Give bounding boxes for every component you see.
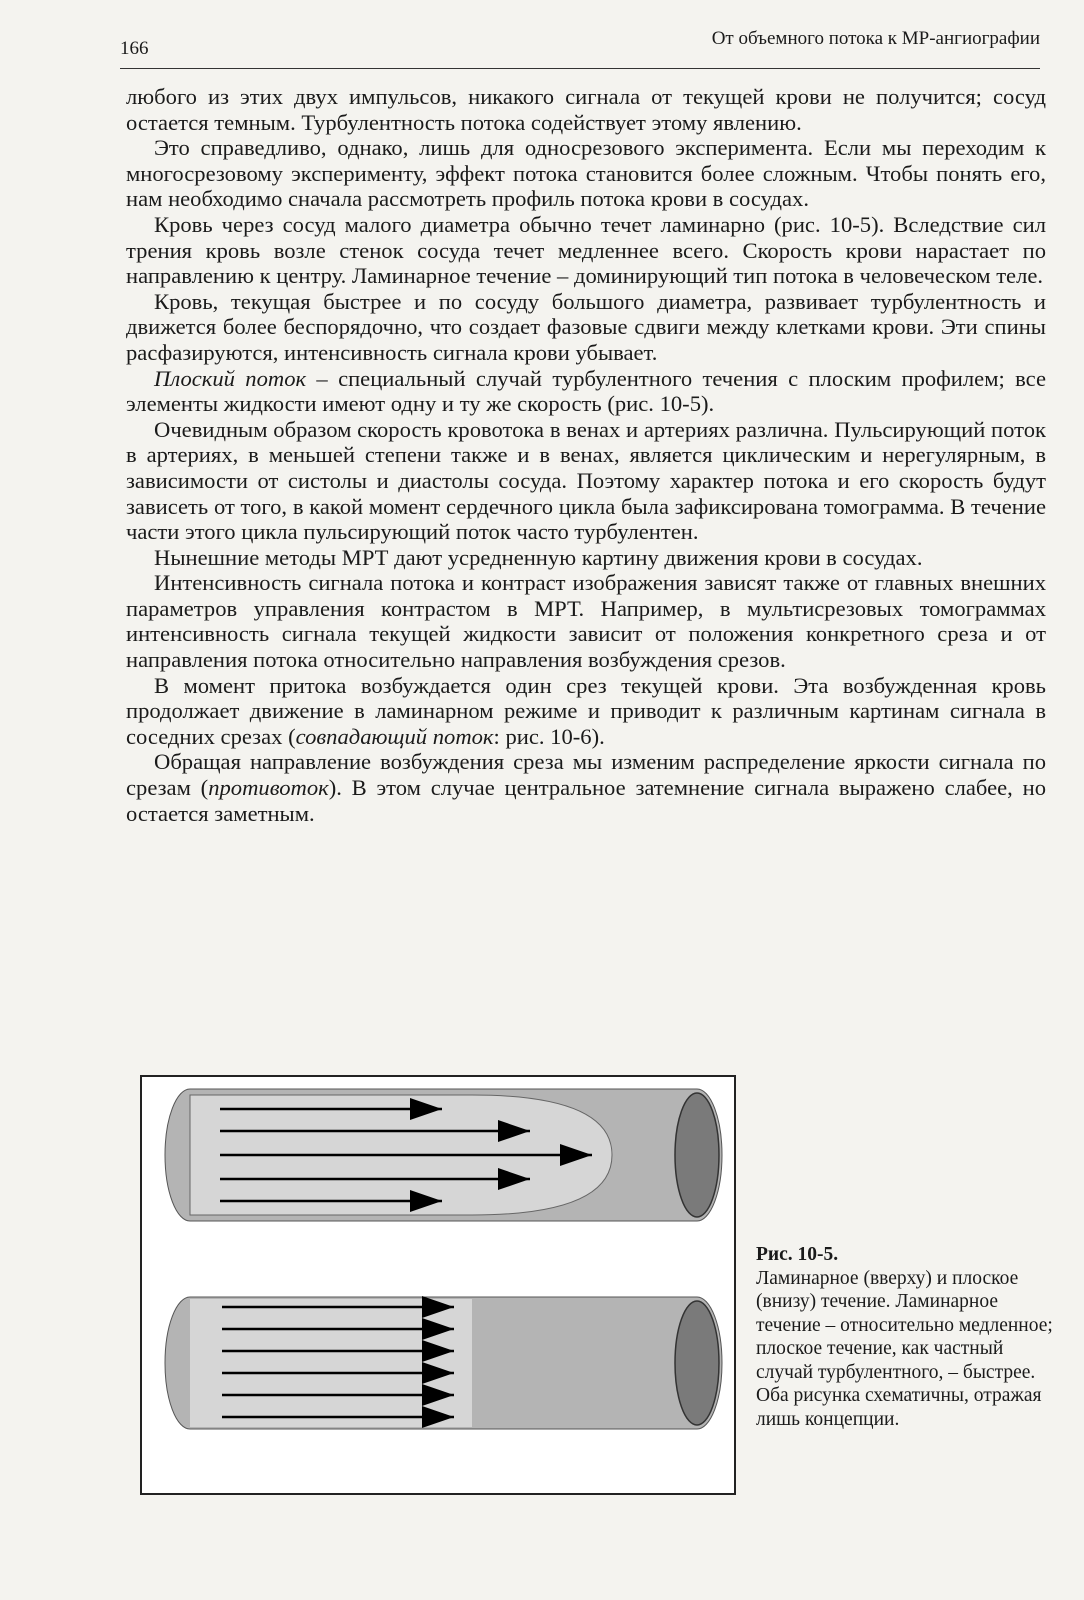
paragraph-9-text-a: В момент притока возбуждается один срез текущей крови. Эта возбужденная кровь продолжает движение в ламинарном режиме и приводит к различным картинам сигнала в соседних срезах ( bbox=[126, 672, 1046, 749]
paragraph-5 bbox=[126, 366, 1046, 417]
paragraph-10-text-a: Обращая направление возбуждения среза мы изменим распределение яркости сигнала по срезам ( bbox=[126, 749, 1046, 801]
paragraph-2: Это справедливо, однако, лишь для односрезового эксперимента. Если мы переходим к многосрезовому эксперименту, эффект потока становится более сложным. Чтобы понять его, нам необходимо сначала рассмотреть профиль потока крови в сосудах. bbox=[126, 135, 1046, 212]
figure-caption bbox=[756, 1243, 1056, 1431]
paragraph-7: Нынешние методы МРТ дают усредненную картину движения крови в сосудах. bbox=[154, 544, 923, 570]
term-plug-flow: Плоский поток bbox=[154, 365, 307, 391]
paragraph-5-text: – специальный случай турбулентного течения с плоским профилем; все элементы жидкости имеют одну и ту же скорость (рис. 10-5). bbox=[126, 365, 1046, 417]
paragraph-8: Интенсивность сигнала потока и контраст изображения зависят также от главных внешних параметров управления контрастом в МРТ. Например, в мультисрезовых томограммах интенсивность сигнала текущей жидкости зависит от положения конкретного среза и от направления потока относительно направления возбуждения срезов. bbox=[126, 570, 1046, 673]
page-header bbox=[120, 18, 1040, 69]
plug-vessel-opening bbox=[675, 1301, 719, 1425]
paragraph-9 bbox=[126, 673, 1046, 750]
paragraph-6: Очевидным образом скорость кровотока в венах и артериях различна. Пульсирующий поток в артериях, в меньшей степени также и в венах, является циклическим и нерегулярным, в зависимости от систолы и диастолы сосуда. Поэтому характер потока и его скорость будут зависеть от того, в какой момент сердечного цикла была зафиксирована томограмма. В течение части этого цикла пульсирующий поток часто турбулентен. bbox=[126, 416, 1046, 545]
page-number: 166 bbox=[120, 38, 149, 59]
term-cocurrent-flow: совпадающий поток bbox=[295, 723, 494, 749]
term-counter-flow: противоток bbox=[208, 775, 329, 801]
paragraph-9-text-b: : рис. 10-6). bbox=[493, 723, 605, 749]
laminar-vessel bbox=[165, 1089, 722, 1221]
body-text bbox=[126, 84, 1046, 826]
paragraph-1: любого из этих двух импульсов, никакого сигнала от текущей крови не получится; сосуд остается темным. Турбулентность потока содействует этому явлению. bbox=[126, 84, 1046, 135]
figure-10-5 bbox=[140, 1075, 736, 1495]
laminar-vessel-opening bbox=[675, 1093, 719, 1217]
figure-caption-text: Ламинарное (вверху) и плоское (внизу) течение. Ламинарное течение – относительно медленное; плоское течение, как частный случай турбулентного, – быстрее. Оба рисунка схематичны, отражая лишь концепции. bbox=[756, 1267, 1053, 1430]
paragraph-10 bbox=[126, 749, 1046, 826]
flow-diagram bbox=[142, 1077, 734, 1493]
paragraph-4: Кровь, текущая быстрее и по сосуду большого диаметра, развивает турбулентность и движется более беспорядочно, что создает фазовые сдвиги между клетками крови. Эти спины расфазируются, интенсивность сигнала крови убывает. bbox=[126, 288, 1046, 365]
paragraph-3: Кровь через сосуд малого диаметра обычно течет ламинарно (рис. 10-5). Вследствие сил трения кровь возле стенок сосуда течет медленнее всего. Скорость крови нарастает по направлению к центру. Ламинарное течение – доминирующий тип потока в человеческом теле. bbox=[126, 211, 1046, 289]
plug-velocity-profile bbox=[190, 1299, 472, 1427]
running-title: От объемного потока к МР-ангиографии bbox=[711, 28, 1040, 49]
paragraph-10-text-b: ). В этом случае центральное затемнение сигнала выражено слабее, но остается заметным. bbox=[126, 775, 1046, 826]
plug-vessel bbox=[165, 1296, 722, 1429]
figure-title: Рис. 10-5. bbox=[756, 1244, 839, 1265]
